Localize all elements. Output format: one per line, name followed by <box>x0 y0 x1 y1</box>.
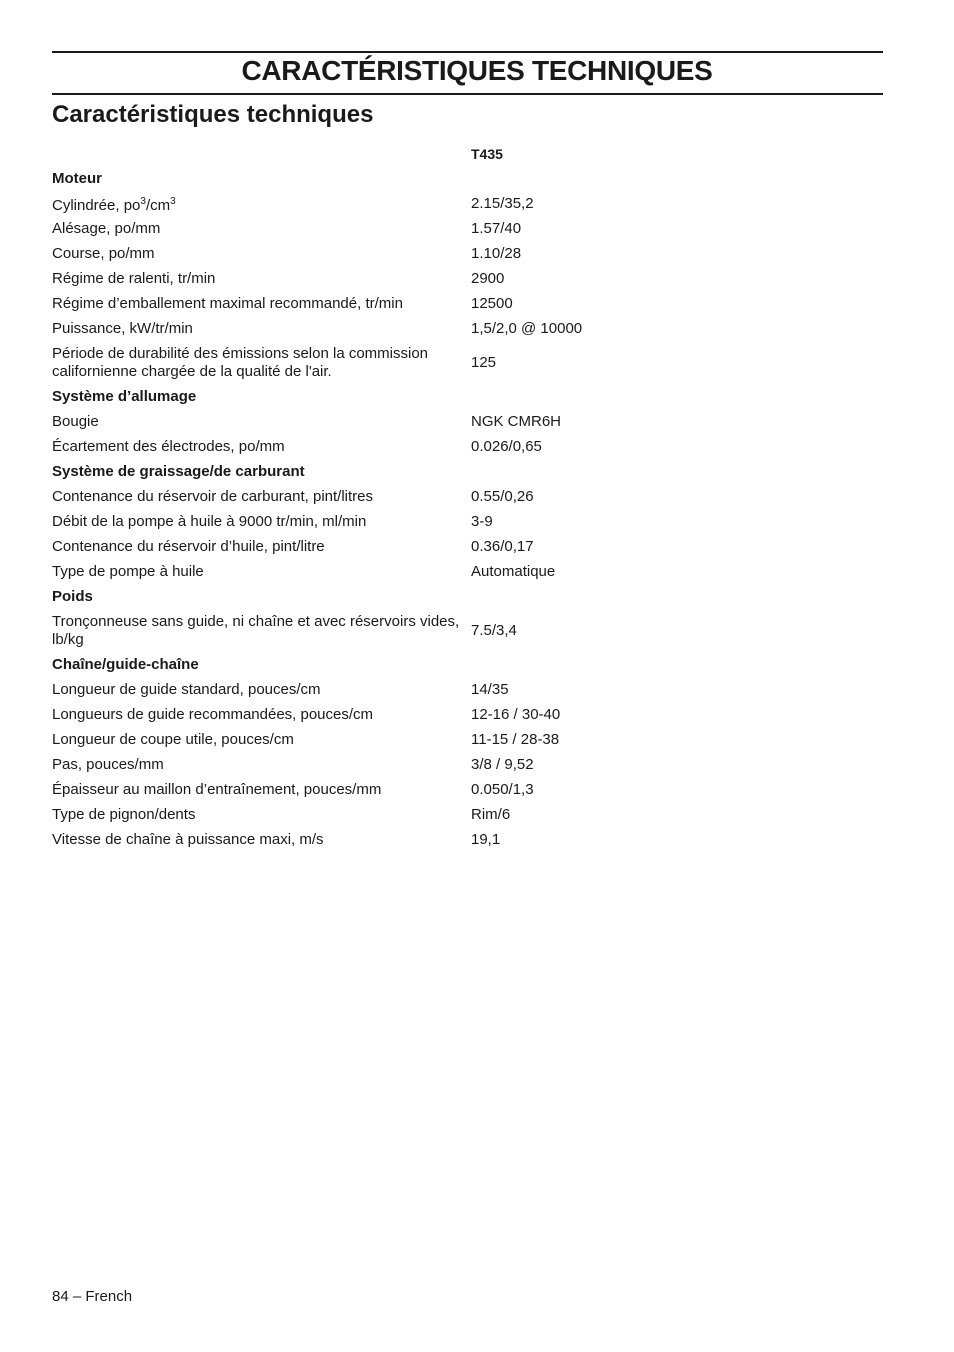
spec-group-heading <box>52 584 883 609</box>
spec-row <box>52 702 883 727</box>
spec-value: 12500 <box>471 294 513 312</box>
spec-row <box>52 266 883 291</box>
spec-value: 0.050/1,3 <box>471 780 534 798</box>
spec-row <box>52 727 883 752</box>
spec-row <box>52 802 883 827</box>
spec-group-heading <box>52 384 883 409</box>
spec-value: Automatique <box>471 562 556 580</box>
group-label: Système d’allumage <box>52 387 197 405</box>
spec-row <box>52 484 883 509</box>
spec-label: Type de pompe à huile <box>52 562 204 580</box>
spec-value: 0.026/0,65 <box>471 437 542 455</box>
spec-row <box>52 316 883 341</box>
spec-label: Alésage, po/mm <box>52 219 161 237</box>
spec-value: 0.55/0,26 <box>471 487 534 505</box>
spec-label: Pas, pouces/mm <box>52 755 164 773</box>
header-bottom-rule <box>52 93 883 95</box>
group-label: Moteur <box>52 169 102 187</box>
page-footer: 84 – French <box>52 1288 133 1305</box>
group-label: Chaîne/guide-chaîne <box>52 655 199 673</box>
spec-value: 3-9 <box>471 512 493 530</box>
spec-row <box>52 534 883 559</box>
spec-row <box>52 291 883 316</box>
spec-row <box>52 677 883 702</box>
group-label: Poids <box>52 587 93 605</box>
model-column-header: T435 <box>471 146 503 162</box>
spec-value: 19,1 <box>471 830 501 848</box>
spec-label: Tronçonneuse sans guide, ni chaîne et avec réservoirs vides, lb/kg <box>52 612 460 648</box>
spec-label: Longueur de coupe utile, pouces/cm <box>52 730 294 748</box>
spec-row <box>52 609 883 652</box>
spec-label: Longueur de guide standard, pouces/cm <box>52 680 321 698</box>
group-label: Système de graissage/de carburant <box>52 462 305 480</box>
spec-label: Course, po/mm <box>52 244 155 262</box>
spec-value: 14/35 <box>471 680 509 698</box>
page-header-title: CARACTÉRISTIQUES TECHNIQUES <box>241 55 713 86</box>
spec-label: Puissance, kW/tr/min <box>52 319 193 337</box>
spec-label: Contenance du réservoir de carburant, pint/litres <box>52 487 374 505</box>
spec-value: 1,5/2,0 @ 10000 <box>471 319 583 337</box>
spec-value: 125 <box>471 353 497 371</box>
spec-value: 7.5/3,4 <box>471 621 517 639</box>
spec-label: Contenance du réservoir d’huile, pint/litre <box>52 537 325 555</box>
spec-value: 2.15/35,2 <box>471 194 534 212</box>
spec-label: Écartement des électrodes, po/mm <box>52 437 285 455</box>
spec-label: Cylindrée, $po^3/cm^3$ <box>52 195 176 214</box>
spec-row <box>52 777 883 802</box>
spec-value: 11-15 / 28-38 <box>471 730 560 748</box>
spec-value: NGK CMR6H <box>471 412 562 430</box>
header-top-rule <box>52 51 883 53</box>
section-title: Caractéristiques techniques <box>52 101 374 128</box>
spec-label: Régime de ralenti, tr/min <box>52 269 216 287</box>
spec-value: 0.36/0,17 <box>471 537 534 555</box>
spec-value: 1.10/28 <box>471 244 522 262</box>
spec-value: Rim/6 <box>471 805 511 823</box>
spec-row <box>52 341 883 384</box>
spec-value: 2900 <box>471 269 505 287</box>
spec-label: Régime d’emballement maximal recommandé, tr/min <box>52 294 403 312</box>
specifications-table <box>52 166 883 852</box>
spec-label: Période de durabilité des émissions selon la commission californienne chargée de la qualité de l'air. <box>52 344 429 380</box>
spec-row <box>52 216 883 241</box>
spec-row <box>52 434 883 459</box>
spec-label: Débit de la pompe à huile à 9000 tr/min, ml/min <box>52 512 367 530</box>
spec-value: 12-16 / 30-40 <box>471 705 561 723</box>
spec-row <box>52 509 883 534</box>
spec-row <box>52 827 883 852</box>
spec-label: Type de pignon/dents <box>52 805 196 823</box>
spec-value: 1.57/40 <box>471 219 522 237</box>
spec-row <box>52 409 883 434</box>
spec-label: Bougie <box>52 412 99 430</box>
spec-group-heading <box>52 166 883 191</box>
spec-label: Épaisseur au maillon d’entraînement, pouces/mm <box>52 780 382 798</box>
spec-label: Longueurs de guide recommandées, pouces/cm <box>52 705 374 723</box>
spec-label: Vitesse de chaîne à puissance maxi, m/s <box>52 830 324 848</box>
spec-row <box>52 241 883 266</box>
spec-value: 3/8 / 9,52 <box>471 755 534 773</box>
spec-row <box>52 559 883 584</box>
spec-row <box>52 752 883 777</box>
spec-group-heading <box>52 652 883 677</box>
spec-row <box>52 191 883 216</box>
spec-group-heading <box>52 459 883 484</box>
